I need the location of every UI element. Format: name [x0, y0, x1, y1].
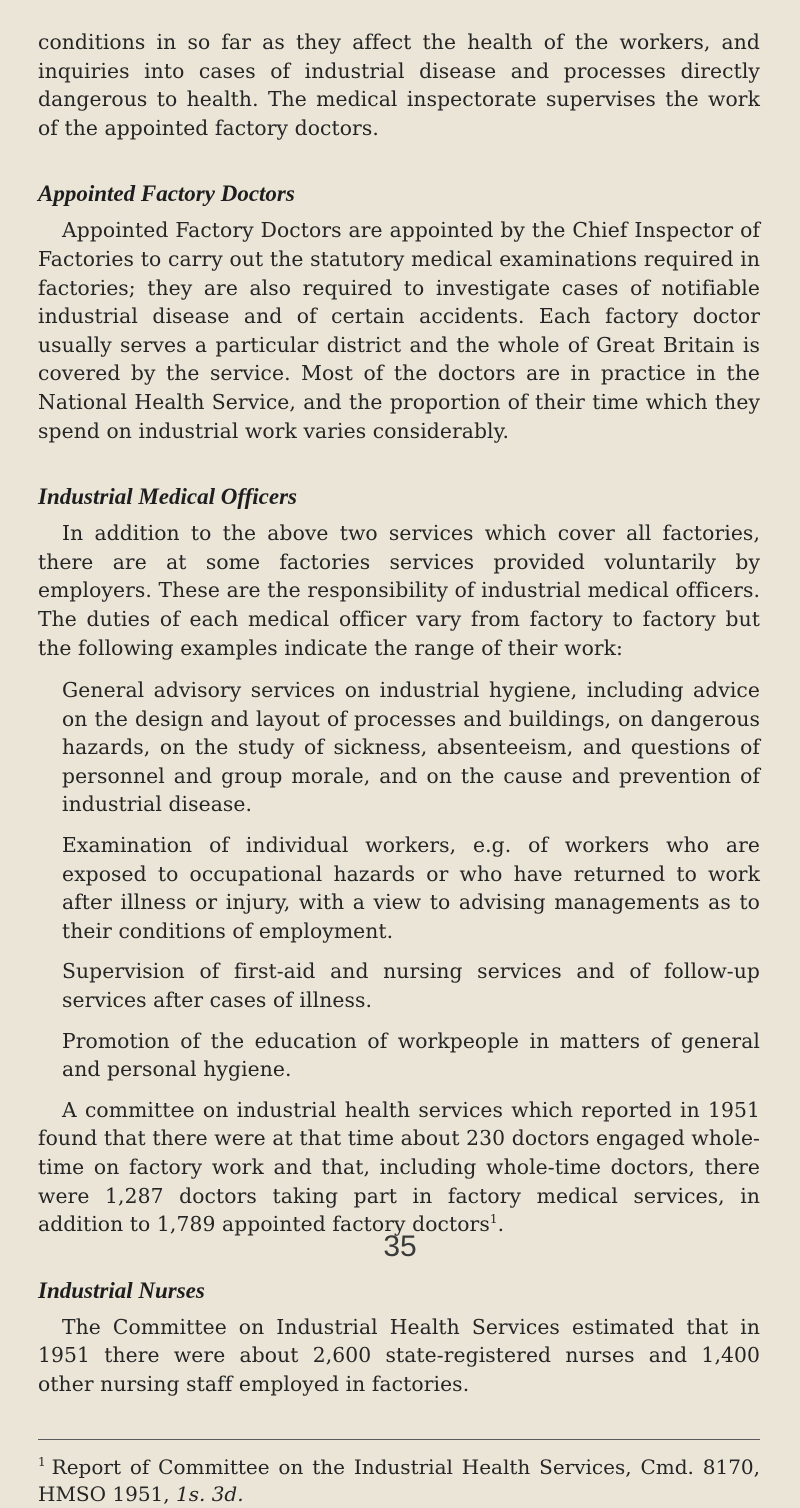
list-item: Examination of individual workers, e.g. of workers who are exposed to occupational hazards or who have returned to work after illness or injury, with a view to advising managements as to their conditions of employment.	[62, 833, 760, 943]
footnote	[38, 1454, 760, 1508]
list-item: Supervision of first-aid and nursing services and of follow-up services after cases of illness.	[62, 959, 760, 1013]
list-item: General advisory services on industrial hygiene, including advice on the design and layout of processes and buildings, on dangerous hazards, on the study of sickness, absenteeism, and questions of personnel and group morale, and on the cause and prevention of industrial disease.	[62, 678, 760, 817]
list-item: Promotion of the education of workpeople in matters of general and personal hygiene.	[62, 1028, 760, 1082]
section-heading: Appointed Factory Doctors	[38, 181, 295, 207]
examples-list	[38, 676, 760, 1084]
committee-paragraph	[38, 1096, 760, 1239]
section-heading: Industrial Medical Officers	[38, 484, 297, 510]
opening-paragraph: conditions in so far as they affect the health of the workers, and inquiries into cases of industrial disease and processes directly dangerous to health. The medical inspectorate supervises the work of the appointed factory doctors.	[38, 30, 760, 140]
footnote-mark: 1	[38, 1454, 46, 1469]
committee-text: A committee on industrial health services which reported in 1951 found that there were at that time about 230 doctors engaged whole-time on factory work and that, including whole-time doctors, there were 1,287 doctors taking part in factory medical services, in addition to 1,789 appointed factory doctors	[38, 1097, 760, 1237]
committee-end: .	[497, 1212, 505, 1237]
footnote-price: 1s. 3d.	[176, 1481, 244, 1506]
section-heading: Industrial Nurses	[38, 1277, 205, 1303]
page-number: 35	[383, 1230, 417, 1263]
section-paragraph: Appointed Factory Doctors are appointed by the Chief Inspector of Factories to carry out the statutory medical examinations required in factories; they are also required to investigate cases of notifiable industrial disease and of certain accidents. Each factory doctor usually serves a particular district and the whole of Great Britain is covered by the service. Most of the doctors are in practice in the National Health Service, and the proportion of their time which they spend on industrial work varies considerably.	[38, 218, 760, 443]
section-intro-paragraph: In addition to the above two services which cover all factories, there are at some factories services provided voluntarily by employers. These are the responsibility of industrial medical officers. The duties of each medical officer vary from factory to factory but the following examples indicate the range of their work:	[38, 521, 760, 660]
section-industrial-medical-officers	[38, 483, 760, 1239]
section-appointed-factory-doctors	[38, 180, 760, 445]
footnote-text: Report of Committee on the Industrial Health Services, Cmd. 8170, HMSO 1951,	[38, 1454, 760, 1506]
section-industrial-nurses	[38, 1277, 760, 1399]
footnote-divider	[38, 1439, 760, 1440]
footnote-reference: 1	[489, 1212, 498, 1227]
section-paragraph: The Committee on Industrial Health Services estimated that in 1951 there were about 2,600 state-registered nurses and 1,400 other nursing staff employed in factories.	[38, 1314, 760, 1396]
